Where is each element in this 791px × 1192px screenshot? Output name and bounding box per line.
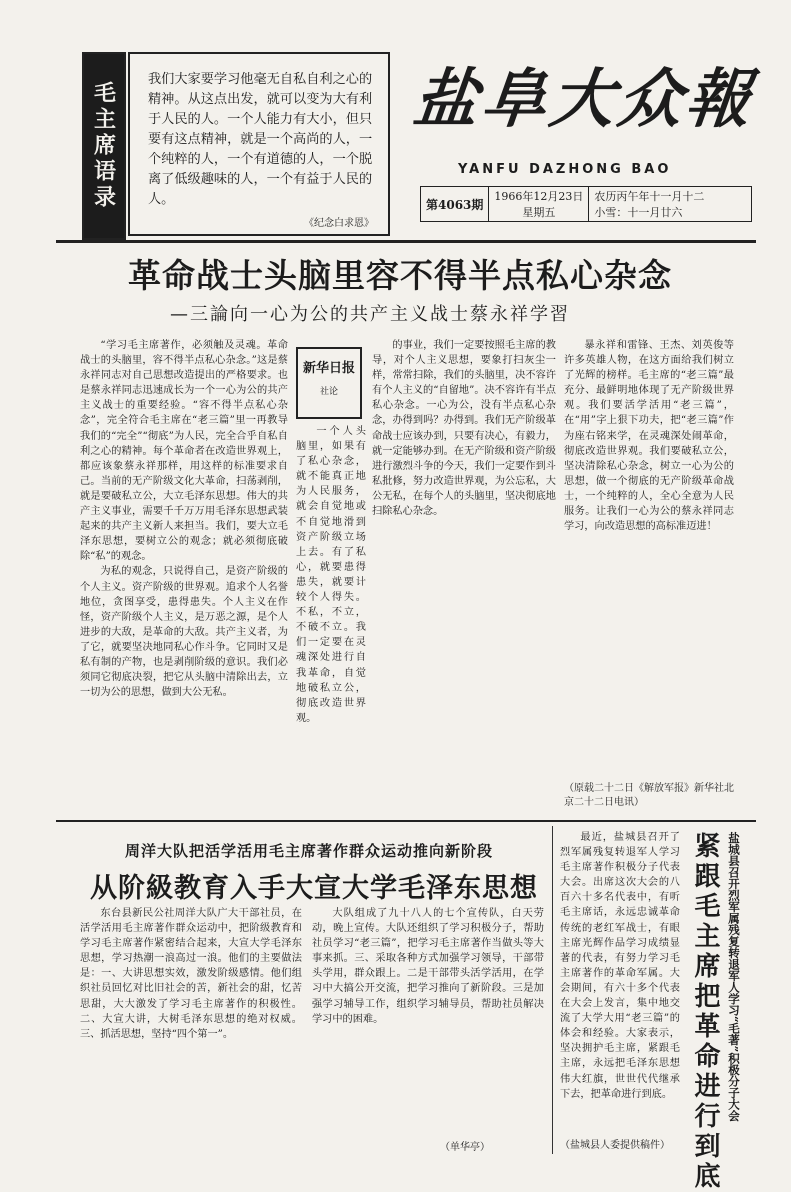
editorial-tag (296, 347, 362, 419)
section-divider (56, 820, 756, 822)
article2-column-1: 东台县新民公社周洋大队广大干部社员，在活学活用毛主席著作群众运动中，把阶级教育和学习毛主席著作紧密结合起来，大宣大学毛泽东思想，学习热潮一浪高过一浪。他们的主要做法是：一、大讲思想实效，激发阶级感情。他们组织社员回忆对比旧社会的苦，新社会的甜，忆苦思甜，大大激发了学习毛主席著作的积极性。二、大宣大讲，大树毛泽东思想的绝对权威。三、抓活思想，坚持“四个第一”。 (80, 908, 302, 1040)
issue-date-block (489, 187, 589, 221)
lead-credit: （原载二十二日《解放军报》新华社北京二十二日电讯） (564, 783, 734, 808)
article3-kicker: 盐城县召开烈军属残复转退军人学习“毛著”积极分子大会 (727, 832, 741, 1122)
column-divider (552, 826, 553, 1154)
editorial-tag-title: 新华日报 (302, 361, 355, 376)
masthead-rule (56, 240, 756, 243)
article2-kicker: 周洋大队把活学活用毛主席著作群众运动推向新阶段 (124, 842, 493, 860)
article2-column-2: 大队组成了九十八人的七个宣传队，白天劳动，晚上宣传。大队还组织了学习积极分子，帮助社员学习“老三篇”，把学习毛主席著作当做头等大事来抓。三、采取各种方式加强学习领导，干部带头学用，群众跟上。二是干部带头活学活用，在学习中大搞公开交流，把学习推向了新阶段。三是加强学习辅导工作，组织学习辅导员，帮助社员解决学习中的困难。 (312, 908, 544, 1025)
quote-source: 《纪念白求恩》 (304, 218, 374, 229)
solar-term: 小雪：十一月廿六 (594, 206, 683, 219)
lunar-date-block (589, 187, 709, 221)
newspaper-title: 盐阜大众報 (410, 62, 758, 137)
issue-date: 1966年12月23日 (494, 190, 584, 203)
issue-info-bar (420, 186, 752, 222)
lead-column-3: 的事业，我们一定要按照毛主席的教导，对个人主义思想，要象打扫灰尘一样，常常扫除，我们的头脑里，决不容许有个人主义的“自留地”。决不容许有半点私心杂念。一心为公，没有半点私心杂念，办得到吗？办得到。我们无产阶级革命战士应该办到，只要有决心，有毅力，就一定能够办到。在无产阶级和资产阶级进行激烈斗争的今天，我们一定要作到斗私批修，努力改造世界观，为公忘私，大公无私，在每个人的头脑里，坚决彻底地扫除私心杂念。 (372, 340, 556, 518)
issue-weekday: 星期五 (522, 206, 556, 219)
quote-label: 毛主席语录 (82, 52, 126, 240)
lunar-date: 农历丙午年十一月十二 (594, 190, 705, 203)
chairman-quote-box (128, 52, 390, 236)
lead-column-2: 一个人头脑里，如果有了私心杂念，就不能真正地为人民服务，就会自觉地或不自觉地滑到资产阶级立场上去。有了私心，就要患得患失，就要计较个人得失。不私，不立，不破不立。我们一定要在灵魂深处进行自我革命，自觉地破私立公，彻底改造世界观。 (296, 426, 366, 724)
editorial-tag-sub: 社论 (319, 387, 338, 397)
lead-subhead: —三論向一心为公的共产主义战士蔡永祥学習 (170, 304, 570, 325)
issue-number: 第4063期 (421, 187, 489, 221)
article3-body: 最近，盐城县召开了烈军属残复转退军人学习毛主席著作积极分子代表大会。出席这次大会的八百六十多名代表中，有听毛主席话，永远忠诚革命传统的老红军战士，有眼主席光辉作品学习成绩显著的代表，有努力学习毛主席著作的革命军属。大会期间，有六十多个代表在大会上发言，集中地交流了大学大用“老三篇”的体会和经验。大家表示，坚决拥护毛主席，紧跟毛主席，永远把毛泽东思想伟大红旗，世世代代继承下去，把革命进行到底。 (560, 832, 680, 1100)
article2-credit: （单华亭） (440, 1142, 490, 1153)
newspaper-pinyin: YANFU DAZHONG BAO (458, 162, 672, 177)
article3-title: 紧跟毛主席把革命进行到底 (690, 832, 720, 1192)
article3-credit: （盐城县人委提供稿件） (560, 1140, 670, 1151)
lead-column-1: “学习毛主席著作，必须触及灵魂。革命战士的头脑里，容不得半点私心杂念。”这是蔡永祥同志对自己思想改造提出的严格要求。也是蔡永祥同志迅速成长为一个一心为公的共产主义战士的重要经验。“容不得半点私心杂念”，完全符合毛主席在“老三篇”里一再教导我们的“完全”“彻底”为人民，完全合乎自私自利之心的精神。每个革命者在改造世界观上，都应该象蔡永祥那样，用这样的标准要求自己。当前的无产阶级文化大革命，扫荡剥削，就是要破私立公，大立毛泽东思想。伟大的共产主义事业，需要千千万万用毛泽东思想武装起来的共产主义新人来担当。我们，要大立毛泽东思想，要树立公的观念；就必须彻底破除“私”的观念。 为私的观念，只说得自己，是资产阶级的个人主义。资产阶级的世界观。追求个人名誉地位，贪图享受，患得患失。个人主义在作怪，资产阶级个人主义，是万恶之源，是个人进步的大敌，是革命的大敌。共产主义者，为了它，就要坚决地同私心作斗争。它同时又是私有制的产物，也是剥削阶级的意识。我们必须同它彻底决裂，把它从头脑中清除出去，立一切为公的思想，做到大公无私。 (80, 340, 288, 699)
lead-headline: 革命战士头脑里容不得半点私心杂念 (128, 256, 672, 295)
article2-title: 从阶級教育入手大宣大学毛泽东思想 (90, 873, 538, 904)
lead-column-4: 暴永祥和雷锋、王杰、刘英俊等许多英雄人物，在这方面给我们树立了光辉的榜样。毛主席的“老三篇”最充分、最鲜明地体现了无产阶级世界观。我们要活学活用“老三篇”，在“用”字上狠下功夫，把“老三篇”作为座右铭来学，在灵魂深处闹革命，彻底改造世界观。我们要破私立公，坚决清除私心杂念，树立一心为公的思想，做一个彻底的无产阶级革命战士，一个纯粹的人，全心全意为人民服务。让我们一心为公的蔡永祥同志学习，向改造思想的高标准迈进！ (564, 340, 734, 533)
chairman-quote: 我们大家要学习他毫无自私自利之心的精神。从这点出发，就可以变为大有利于人民的人。一个人能力有大小，但只要有这点精神，就是一个高尚的人，一个纯粹的人，一个有道德的人，一个脱离了低级趣味的人，一个有益于人民的人。 (148, 72, 373, 207)
